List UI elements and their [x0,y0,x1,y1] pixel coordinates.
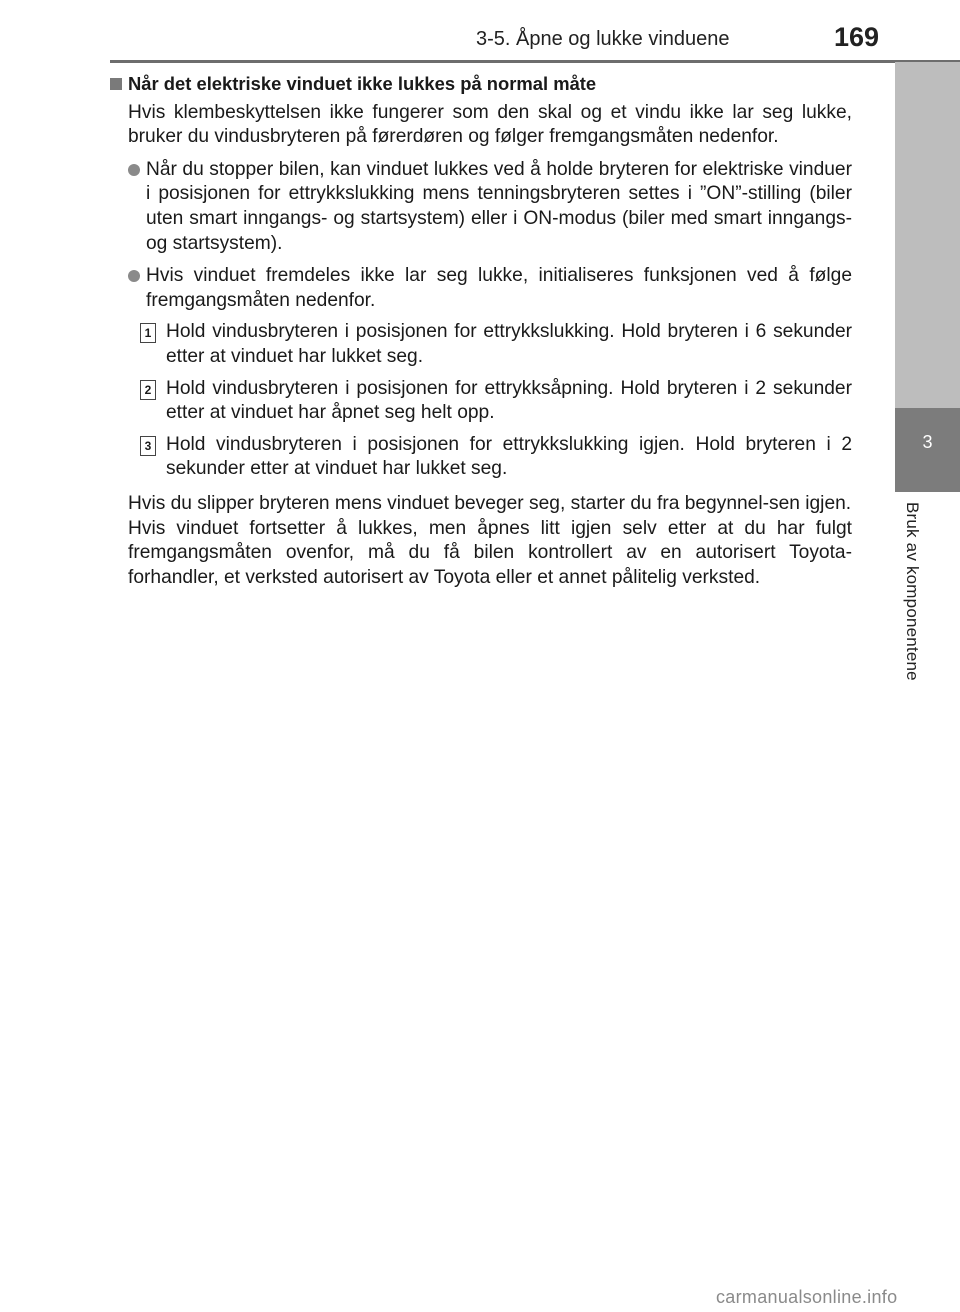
note-paragraph [128,492,852,590]
bullet-item [128,158,852,256]
bullet-text: Når du stopper bilen, kan vinduet lukkes ved å holde bryteren for elektriske vinduer i posisjonen for ettrykkslukking mens tenningsbryteren settes i ”ON”-stilling (biler uten smart inngangs- og startsystem) eller i ON-modus (biler med smart inngangs- og startsystem). [146,158,852,254]
header-section-title: 3-5. Åpne og lukke vinduene [476,28,730,50]
step-text: Hold vindusbryteren i posisjonen for ettrykkslukking. Hold bryteren i 6 sekunder etter at vinduet har lukket seg. [166,321,852,367]
step-number-badge: 1 [140,323,156,343]
section-heading-text: Når det elektriske vinduet ikke lukkes på normal måte [128,73,597,94]
bullet-text: Hvis vinduet fremdeles ikke lar seg lukke, initialiseres funksjonen ved å følge fremgangsmåten nedenfor. [146,265,852,311]
step-item [140,320,852,369]
page-number: 169 [834,22,880,52]
header-rule [110,60,960,63]
intro-paragraph: Hvis klembeskyttelsen ikke fungerer som den skal og et vindu ikke lar seg lukke, bruker du vindusbryteren på førerdøren og følger fremgangsmåten nedenfor. [128,101,852,148]
step-number-badge: 2 [140,380,156,400]
section-heading [108,72,852,97]
square-bullet-icon [110,78,122,90]
circle-bullet-icon [128,164,140,176]
step-item [140,377,852,426]
circle-bullet-icon [128,270,140,282]
note-dealer-text: Hvis vinduet fortsetter å lukkes, men åpnes litt igjen selv etter at du har fulgt fremgangsmåten ovenfor, må du få bilen kontrollert av en autorisert Toyota-forhandler, et verksted autorisert av Toyota eller et annet pålitelig verksted. [128,517,852,588]
chapter-label: Bruk av komponentene [903,502,922,681]
step-text: Hold vindusbryteren i posisjonen for ettrykksåpning. Hold bryteren i 2 sekunder etter at vinduet har åpnet seg helt opp. [166,377,852,424]
note-restart-text: Hvis du slipper bryteren mens vinduet beveger seg, starter du fra begynnel-sen igjen. [128,492,852,514]
bullet-item [128,264,852,313]
step-number-badge: 3 [140,436,156,456]
chapter-number: 3 [922,432,933,452]
watermark-text: carmanualsonline.info [716,1287,898,1307]
step-text: Hold vindusbryteren i posisjonen for ettrykkslukking igjen. Hold bryteren i 2 sekunder etter at vinduet har lukket seg. [166,433,852,480]
main-content [108,72,852,590]
chapter-tab-light [895,62,960,408]
step-item [140,433,852,482]
